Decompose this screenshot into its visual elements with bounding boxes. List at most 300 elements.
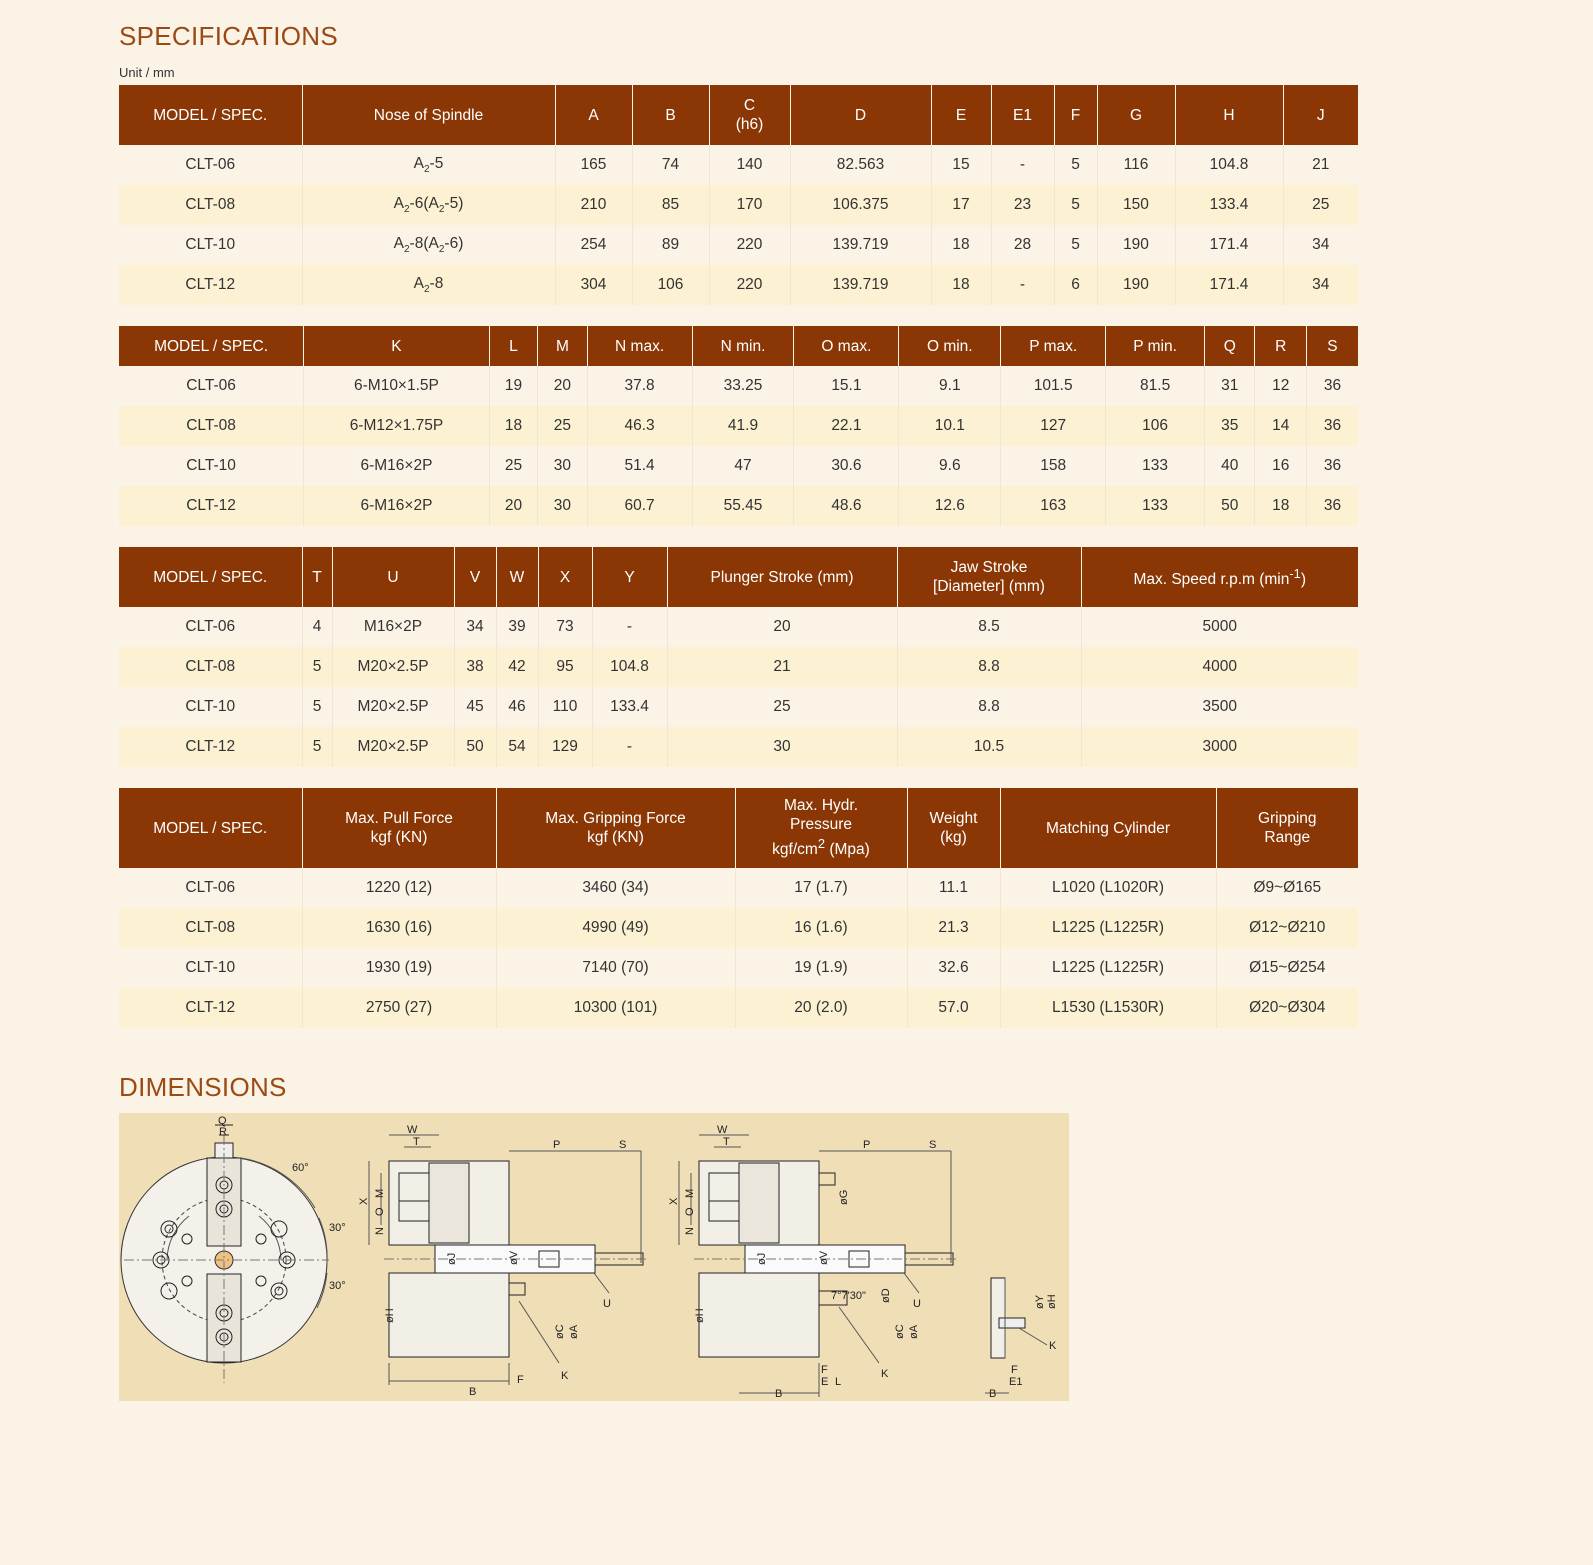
- table-cell: 20: [667, 607, 897, 647]
- header-text: Max. Speed r.p.m (min: [1133, 571, 1290, 589]
- table-cell: 21.3: [907, 908, 1000, 948]
- table-cell: L1020 (L1020R): [1000, 868, 1216, 908]
- column-header: O min.: [899, 326, 1001, 366]
- table-cell: 15: [931, 145, 991, 185]
- table-cell: 38: [454, 647, 496, 687]
- table-cell: 7140 (70): [496, 948, 735, 988]
- table-row: [119, 727, 1358, 767]
- svg-text:U: U: [603, 1298, 611, 1310]
- table-row: [119, 406, 1358, 446]
- svg-text:øH: øH: [1046, 1294, 1058, 1309]
- model-cell: CLT-12: [119, 727, 302, 767]
- table-cell: 16 (1.6): [735, 908, 907, 948]
- table-cell: 47: [692, 446, 794, 486]
- column-header: X: [538, 547, 592, 607]
- svg-text:øA: øA: [908, 1324, 920, 1339]
- table-cell: 139.719: [790, 225, 931, 265]
- header-superscript: -1: [1289, 566, 1301, 582]
- table-cell: 41.9: [692, 406, 794, 446]
- table-cell: L1530 (L1530R): [1000, 988, 1216, 1028]
- table-cell: 304: [555, 265, 632, 305]
- table-row: [119, 225, 1358, 265]
- table-cell: 133: [1106, 486, 1205, 526]
- svg-text:E: E: [821, 1376, 829, 1388]
- header-line: Jaw Stroke: [950, 559, 1028, 576]
- table-row: [119, 265, 1358, 305]
- table-cell: 16: [1255, 446, 1306, 486]
- specifications-title: SPECIFICATIONS: [119, 21, 338, 51]
- table-cell: -: [991, 145, 1054, 185]
- table-cell: 30: [538, 486, 587, 526]
- svg-text:O: O: [374, 1207, 386, 1216]
- table-cell: 5: [1054, 145, 1097, 185]
- header-line: (kg): [940, 829, 967, 846]
- dimensions-diagram: [119, 1113, 1069, 1401]
- column-header: [897, 547, 1081, 607]
- spec-table-1: [119, 85, 1358, 305]
- table-cell: 30: [538, 446, 587, 486]
- header-line: Range: [1264, 829, 1311, 846]
- svg-text:X: X: [358, 1197, 370, 1205]
- table-row: [119, 868, 1358, 908]
- table-cell: 110: [538, 687, 592, 727]
- table-cell: 5: [302, 727, 332, 767]
- svg-text:N: N: [374, 1227, 386, 1235]
- table-cell: $A_2-8$: [302, 265, 555, 305]
- column-header: M: [538, 326, 587, 366]
- table-cell: 2750 (27): [302, 988, 496, 1028]
- svg-text:X: X: [668, 1197, 680, 1205]
- column-header: L: [489, 326, 537, 366]
- table-cell: M20×2.5P: [332, 727, 454, 767]
- table-cell: 190: [1097, 265, 1175, 305]
- column-header: N max.: [587, 326, 692, 366]
- table-cell: 30: [667, 727, 897, 767]
- table-cell: 45: [454, 687, 496, 727]
- svg-text:øH: øH: [384, 1308, 396, 1323]
- column-header: H: [1175, 85, 1283, 145]
- table-cell: 6-M16×2P: [304, 486, 490, 526]
- column-header: J: [1283, 85, 1358, 145]
- column-header: Matching Cylinder: [1000, 788, 1216, 868]
- table-cell: 101.5: [1001, 366, 1106, 406]
- table-cell: 139.719: [790, 265, 931, 305]
- table-cell: 50: [454, 727, 496, 767]
- front-view: [121, 1115, 346, 1383]
- table-cell: $A_2-5$: [302, 145, 555, 185]
- table-body: [119, 868, 1358, 1028]
- table-cell: 220: [709, 265, 790, 305]
- table-cell: 106.375: [790, 185, 931, 225]
- header-text: ): [1300, 571, 1307, 589]
- model-cell: CLT-06: [119, 366, 304, 406]
- svg-text:O: O: [684, 1207, 696, 1216]
- side-view-1: [358, 1124, 649, 1398]
- model-cell: CLT-06: [119, 607, 302, 647]
- svg-text:øV: øV: [508, 1250, 520, 1265]
- svg-text:øD: øD: [880, 1288, 892, 1303]
- svg-text:60°: 60°: [292, 1162, 309, 1174]
- column-header: T: [302, 547, 332, 607]
- svg-text:S: S: [929, 1139, 937, 1151]
- dimensions-title: DIMENSIONS: [119, 1072, 287, 1102]
- table-cell: 25: [667, 687, 897, 727]
- table-cell: 5: [1054, 185, 1097, 225]
- table-cell: 3500: [1081, 687, 1358, 727]
- table-cell: 8.8: [897, 647, 1081, 687]
- table-cell: 30.6: [794, 446, 899, 486]
- table-row: [119, 647, 1358, 687]
- table-row: [119, 446, 1358, 486]
- table-cell: 89: [632, 225, 709, 265]
- column-header-model: MODEL / SPEC.: [119, 85, 302, 145]
- table-cell: -: [592, 727, 667, 767]
- svg-text:K: K: [1049, 1340, 1057, 1352]
- table-row: [119, 366, 1358, 406]
- header-line: Gripping: [1257, 810, 1317, 827]
- model-cell: CLT-08: [119, 908, 302, 948]
- svg-text:øG: øG: [838, 1189, 850, 1205]
- column-header: [1216, 788, 1358, 868]
- table-cell: 25: [489, 446, 537, 486]
- column-header: [1081, 547, 1358, 607]
- column-header: E: [931, 85, 991, 145]
- table-cell: 18: [931, 265, 991, 305]
- svg-text:P: P: [863, 1139, 871, 1151]
- header-line: [Diameter] (mm): [933, 578, 1045, 595]
- table-cell: 82.563: [790, 145, 931, 185]
- column-header-model: MODEL / SPEC.: [119, 326, 304, 366]
- table-cell: 21: [667, 647, 897, 687]
- table-cell: M20×2.5P: [332, 647, 454, 687]
- table-cell: 20: [538, 366, 587, 406]
- svg-text:øA: øA: [568, 1324, 580, 1339]
- svg-text:M: M: [374, 1188, 386, 1198]
- svg-text:L: L: [835, 1376, 842, 1388]
- svg-text:W: W: [407, 1124, 418, 1136]
- table-cell: 23: [991, 185, 1054, 225]
- table-cell: 220: [709, 225, 790, 265]
- table-cell: 5000: [1081, 607, 1358, 647]
- table-cell: 95: [538, 647, 592, 687]
- table-cell: 8.5: [897, 607, 1081, 647]
- table-cell: 8.8: [897, 687, 1081, 727]
- table-cell: 210: [555, 185, 632, 225]
- table-cell: 15.1: [794, 366, 899, 406]
- table-cell: 254: [555, 225, 632, 265]
- header-line: Max. Hydr.: [783, 797, 859, 815]
- model-cell: CLT-08: [119, 185, 302, 225]
- svg-text:E1: E1: [1009, 1376, 1023, 1388]
- table-cell: 36: [1306, 406, 1358, 446]
- model-cell: CLT-10: [119, 446, 304, 486]
- model-cell: CLT-12: [119, 265, 302, 305]
- header-text: kgf/cm: [772, 841, 818, 859]
- table-row: [119, 486, 1358, 526]
- table-cell: 25: [1283, 185, 1358, 225]
- table-cell: 6-M12×1.75P: [304, 406, 490, 446]
- table-cell: 140: [709, 145, 790, 185]
- table-cell: 5: [302, 687, 332, 727]
- table-cell: 14: [1255, 406, 1306, 446]
- table-cell: 127: [1001, 406, 1106, 446]
- table-cell: 17 (1.7): [735, 868, 907, 908]
- table-row: [119, 908, 1358, 948]
- header-line: Pressure: [789, 816, 853, 834]
- table-row: [119, 687, 1358, 727]
- table-cell: 190: [1097, 225, 1175, 265]
- table-cell: Ø20~Ø304: [1216, 988, 1358, 1028]
- table-cell: 11.1: [907, 868, 1000, 908]
- table-cell: 18: [931, 225, 991, 265]
- table-cell: Ø15~Ø254: [1216, 948, 1358, 988]
- table-body: [119, 366, 1358, 526]
- svg-text:øJ: øJ: [446, 1252, 458, 1265]
- model-cell: CLT-10: [119, 225, 302, 265]
- svg-text:Q: Q: [218, 1115, 227, 1127]
- svg-text:F: F: [821, 1364, 828, 1376]
- svg-text:T: T: [413, 1136, 420, 1148]
- header-line: kgf (KN): [587, 829, 644, 846]
- column-header: [735, 788, 907, 868]
- table-cell: 104.8: [1175, 145, 1283, 185]
- svg-text:B: B: [775, 1388, 783, 1400]
- table-cell: 133.4: [592, 687, 667, 727]
- svg-text:30°: 30°: [329, 1222, 346, 1234]
- header-line: Weight: [929, 810, 978, 827]
- table-cell: -: [991, 265, 1054, 305]
- svg-text:øV: øV: [818, 1250, 830, 1265]
- table-cell: 4000: [1081, 647, 1358, 687]
- table-cell: 39: [496, 607, 538, 647]
- table-cell: 12.6: [899, 486, 1001, 526]
- header-line: C: [743, 97, 756, 114]
- table-cell: 165: [555, 145, 632, 185]
- table-cell: 18: [489, 406, 537, 446]
- table-cell: 37.8: [587, 366, 692, 406]
- header-text: (Mpa): [825, 841, 870, 859]
- header-line: (h6): [735, 116, 764, 133]
- table-header-row: [119, 788, 1358, 868]
- table-cell: 33.25: [692, 366, 794, 406]
- column-header: K: [304, 326, 490, 366]
- table-cell: 3460 (34): [496, 868, 735, 908]
- table-cell: 9.1: [899, 366, 1001, 406]
- svg-text:øY: øY: [1034, 1294, 1046, 1309]
- table-cell: 19 (1.9): [735, 948, 907, 988]
- table-cell: 133.4: [1175, 185, 1283, 225]
- column-header: U: [332, 547, 454, 607]
- table-cell: 1220 (12): [302, 868, 496, 908]
- table-row: [119, 988, 1358, 1028]
- svg-text:K: K: [561, 1370, 569, 1382]
- column-header: R: [1255, 326, 1306, 366]
- table-cell: 42: [496, 647, 538, 687]
- table-cell: 36: [1306, 486, 1358, 526]
- table-cell: 5: [1054, 225, 1097, 265]
- table-cell: 10.5: [897, 727, 1081, 767]
- svg-text:30°: 30°: [329, 1280, 346, 1292]
- header-line: kgf (KN): [370, 829, 428, 846]
- svg-text:B: B: [989, 1388, 997, 1400]
- spec-table-3: [119, 547, 1358, 767]
- column-header: D: [790, 85, 931, 145]
- table-cell: 116: [1097, 145, 1175, 185]
- table-cell: 171.4: [1175, 265, 1283, 305]
- svg-text:R: R: [219, 1126, 227, 1138]
- table-cell: 5: [302, 647, 332, 687]
- detail-view: [985, 1278, 1058, 1400]
- table-header-row: [119, 547, 1358, 607]
- column-header: V: [454, 547, 496, 607]
- table-cell: 40: [1205, 446, 1255, 486]
- svg-text:U: U: [913, 1298, 921, 1310]
- table-cell: 35: [1205, 406, 1255, 446]
- column-header: [302, 788, 496, 868]
- model-cell: CLT-10: [119, 948, 302, 988]
- column-header: [709, 85, 790, 145]
- table-cell: 4990 (49): [496, 908, 735, 948]
- column-header: Nose of Spindle: [302, 85, 555, 145]
- column-header: Y: [592, 547, 667, 607]
- column-header: [496, 788, 735, 868]
- svg-text:N: N: [684, 1227, 696, 1235]
- svg-text:T: T: [723, 1136, 730, 1148]
- svg-text:øC: øC: [894, 1324, 906, 1339]
- table-cell: 34: [1283, 265, 1358, 305]
- table-cell: 81.5: [1106, 366, 1205, 406]
- table-cell: 54: [496, 727, 538, 767]
- table-cell: 36: [1306, 446, 1358, 486]
- table-cell: 51.4: [587, 446, 692, 486]
- column-header: P max.: [1001, 326, 1106, 366]
- table-cell: 34: [1283, 225, 1358, 265]
- spec-table-4: [119, 788, 1358, 1028]
- table-cell: 20 (2.0): [735, 988, 907, 1028]
- table-cell: 60.7: [587, 486, 692, 526]
- table-cell: 22.1: [794, 406, 899, 446]
- table-cell: 46: [496, 687, 538, 727]
- table-cell: $A_2-6(A_2-5)$: [302, 185, 555, 225]
- dimensions-drawing: [119, 1113, 1069, 1401]
- column-header: O max.: [794, 326, 899, 366]
- table-cell: 17: [931, 185, 991, 225]
- header-superscript: 2: [817, 836, 826, 852]
- table-cell: 20: [489, 486, 537, 526]
- column-header: Q: [1205, 326, 1255, 366]
- table-cell: M16×2P: [332, 607, 454, 647]
- table-row: [119, 948, 1358, 988]
- model-cell: CLT-06: [119, 868, 302, 908]
- svg-text:øJ: øJ: [756, 1252, 768, 1265]
- header-line: Max. Gripping Force: [545, 810, 686, 827]
- table-cell: 55.45: [692, 486, 794, 526]
- svg-text:W: W: [717, 1124, 728, 1136]
- table-cell: 10.1: [899, 406, 1001, 446]
- table-cell: 34: [454, 607, 496, 647]
- column-header: F: [1054, 85, 1097, 145]
- table-cell: 6-M10×1.5P: [304, 366, 490, 406]
- column-header: P min.: [1106, 326, 1205, 366]
- table-cell: 133: [1106, 446, 1205, 486]
- model-cell: CLT-10: [119, 687, 302, 727]
- table-cell: 48.6: [794, 486, 899, 526]
- table-header-row: [119, 85, 1358, 145]
- table-cell: 85: [632, 185, 709, 225]
- svg-text:F: F: [1011, 1364, 1018, 1376]
- table-cell: L1225 (L1225R): [1000, 948, 1216, 988]
- spec-table-2: [119, 326, 1358, 526]
- table-cell: -: [592, 607, 667, 647]
- table-cell: 28: [991, 225, 1054, 265]
- table-cell: M20×2.5P: [332, 687, 454, 727]
- table-cell: $A_2-8(A_2-6)$: [302, 225, 555, 265]
- table-row: [119, 607, 1358, 647]
- unit-label: Unit / mm: [119, 65, 175, 80]
- column-header: B: [632, 85, 709, 145]
- svg-text:7°7'30": 7°7'30": [831, 1290, 866, 1302]
- svg-text:B: B: [469, 1386, 477, 1398]
- column-header: S: [1306, 326, 1358, 366]
- table-cell: 74: [632, 145, 709, 185]
- table-body: [119, 607, 1358, 767]
- table-cell: 1630 (16): [302, 908, 496, 948]
- table-cell: 150: [1097, 185, 1175, 225]
- header-line: Max. Pull Force: [345, 810, 453, 827]
- table-row: [119, 145, 1358, 185]
- table-cell: 9.6: [899, 446, 1001, 486]
- table-cell: L1225 (L1225R): [1000, 908, 1216, 948]
- svg-text:øC: øC: [554, 1324, 566, 1339]
- table-header-row: [119, 326, 1358, 366]
- model-cell: CLT-12: [119, 486, 304, 526]
- column-header: N min.: [692, 326, 794, 366]
- table-cell: 12: [1255, 366, 1306, 406]
- table-body: [119, 145, 1358, 305]
- table-cell: 170: [709, 185, 790, 225]
- table-cell: 129: [538, 727, 592, 767]
- model-cell: CLT-12: [119, 988, 302, 1028]
- column-header: Plunger Stroke (mm): [667, 547, 897, 607]
- svg-text:M: M: [684, 1188, 696, 1198]
- table-cell: 18: [1255, 486, 1306, 526]
- table-cell: 32.6: [907, 948, 1000, 988]
- table-cell: 3000: [1081, 727, 1358, 767]
- table-cell: Ø9~Ø165: [1216, 868, 1358, 908]
- table-cell: 25: [538, 406, 587, 446]
- table-cell: 36: [1306, 366, 1358, 406]
- svg-text:øH: øH: [694, 1308, 706, 1323]
- table-cell: 46.3: [587, 406, 692, 446]
- table-cell: 4: [302, 607, 332, 647]
- svg-text:F: F: [517, 1374, 524, 1386]
- table-cell: 50: [1205, 486, 1255, 526]
- table-cell: 163: [1001, 486, 1106, 526]
- column-header: [907, 788, 1000, 868]
- column-header-model: MODEL / SPEC.: [119, 547, 302, 607]
- table-cell: 106: [1106, 406, 1205, 446]
- column-header: W: [496, 547, 538, 607]
- table-cell: Ø12~Ø210: [1216, 908, 1358, 948]
- table-cell: 19: [489, 366, 537, 406]
- table-cell: 10300 (101): [496, 988, 735, 1028]
- table-cell: 171.4: [1175, 225, 1283, 265]
- table-cell: 6: [1054, 265, 1097, 305]
- column-header: A: [555, 85, 632, 145]
- column-header: G: [1097, 85, 1175, 145]
- svg-text:S: S: [619, 1139, 627, 1151]
- table-cell: 106: [632, 265, 709, 305]
